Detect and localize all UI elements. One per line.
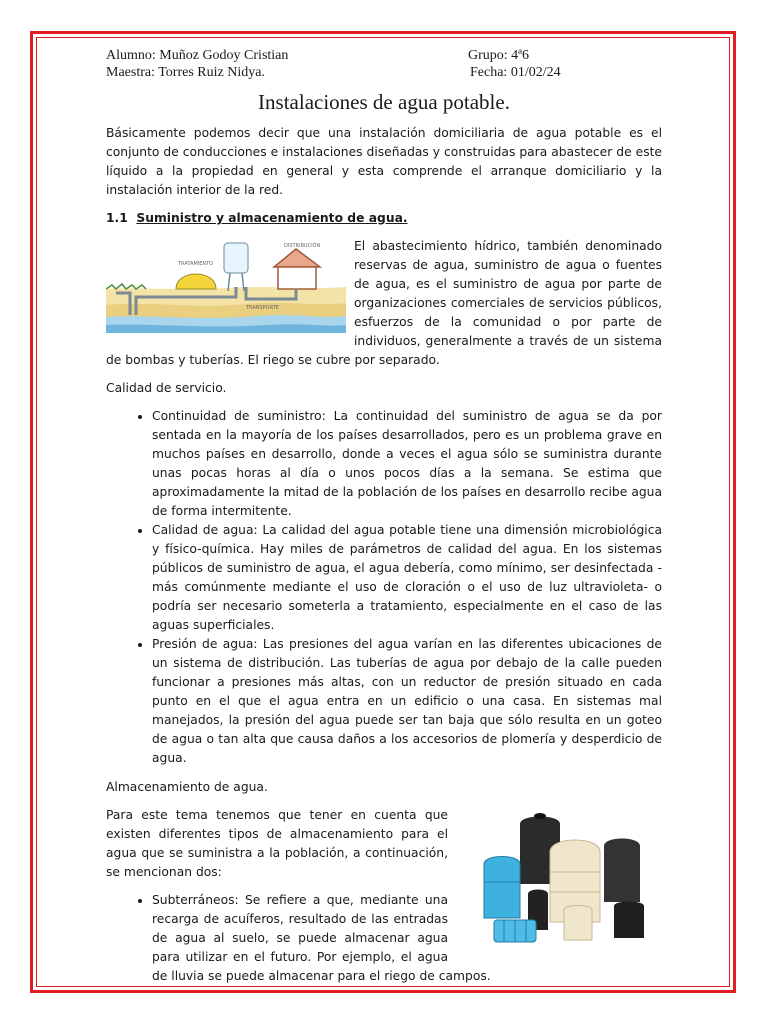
diagram-label-tank: TRATAMIENTO [178,261,214,267]
list-item: • Subterráneos: Se refiere a que, mediante una recarga de acuíferos, resultado de las entradas de agua al suelo, se puede almacenar agua para utilizar en el futuro. Por ejemplo, el agua de lluvia se puede almacenar para el riego de campos. [152,891,662,986]
section-heading [106,209,662,228]
student-name: Alumno: Muñoz Godoy Cristian [106,48,289,63]
list-item: • Continuidad de suministro: La continuidad del suministro de agua se da por sentada en la mayoría de los países desarrollados, pero es un problema grave en muchos países en desarrollo, donde a veces el agua sólo se suministra durante unas pocas horas al día o unos pocos días a la semana. Se estima que aproximadamente la mitad de la población de los países en desarrollo recibe agua de forma intermitente. [152,407,662,521]
list-item: • Presión de agua: Las presiones del agua varían en las diferentes ubicaciones de un sistema de distribución. Las tuberías de agua por debajo de la calle pueden funcionar a presiones más altas, con un reductor de presión situado en cada punto en el que el agua entra en un edificio o una casa. En sistemas mal manejados, la presión del agua puede ser tan baja que sólo resulta en un goteo de agua o tan alta que causa daños a los accesorios de plomería y desperdicio de agua. [152,635,662,768]
intro-paragraph: Básicamente podemos decir que una instalación domiciliaria de agua potable es el conjunto de conducciones e instalaciones diseñadas y construidas para abastecer de este líquido a la propiedad en general y esta comprende el arranque domiciliario y la instalación interior de la red. [106,126,662,197]
page-title: Instalaciones de agua potable. [258,90,510,114]
water-tanks-image [464,810,662,950]
document-header [106,44,662,80]
section-number: 1.1 [106,211,128,225]
quality-list [106,407,662,768]
section-title: Suministro y almacenamiento de agua. [136,211,408,225]
document-body [106,44,662,996]
storage-heading: Almacenamiento de agua. [106,780,268,794]
storage-intro: Para este tema tenemos que tener en cuenta que existen diferentes tipos de almacenamiento para el agua que se suministra a la población, a continuación, se mencionan dos: [106,808,448,879]
diagram-label-pipe: TRANSPORTE [246,305,279,311]
date-label: Fecha: 01/02/24 [470,65,561,80]
water-supply-diagram [106,237,346,333]
quality-heading: Calidad de servicio. [106,381,227,395]
list-item: • Calidad de agua: La calidad del agua potable tiene una dimensión microbiológica y físico-química. Hay miles de parámetros de calidad del agua. En los sistemas públicos de suministro de agua, el agua debería, como mínimo, ser desinfectada -más comúnmente mediante el uso de cloración o el uso de luz ultravioleta- o podría ser necesario someterla a tratamiento, especialmente en el caso de las aguas superficiales. [152,521,662,635]
section1-paragraph: El abastecimiento hídrico, también denominado reservas de agua, suministro de agua o fuentes de agua, es el suministro de agua por parte de organizaciones comerciales de servicios públicos, esfuerzos de la comunidad o por parte de individuos, generalmente a través de un sistema de bombas y tuberías. El riego se cubre por separado. [106,239,662,367]
diagram-label-house: DISTRIBUCIÓN [284,243,321,249]
group-label: Grupo: 4ª6 [468,48,530,63]
teacher-name: Maestra: Torres Ruiz Nidya. [106,65,265,80]
